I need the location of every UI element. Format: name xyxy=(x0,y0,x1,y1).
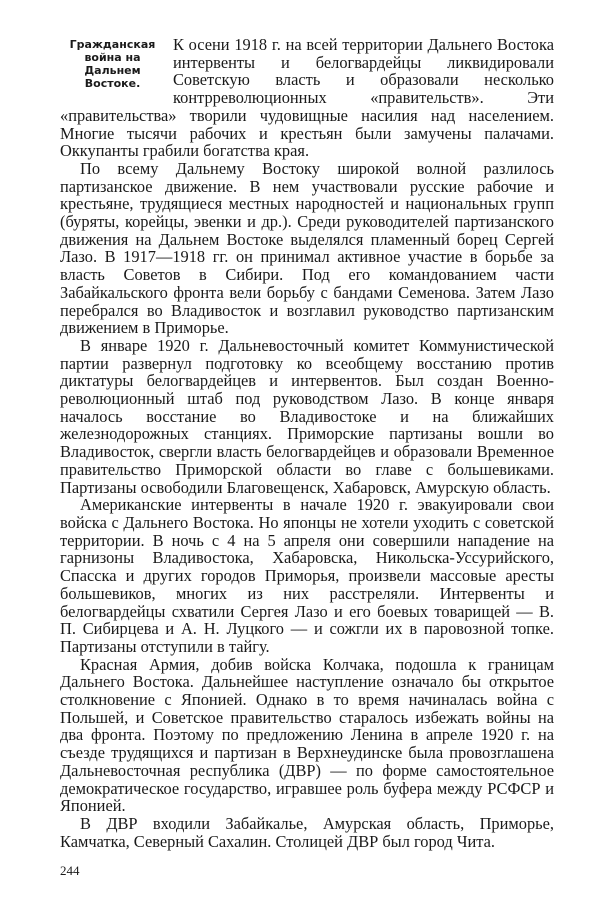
paragraph-2: По всему Дальнему Востоку широкой волной разлилось партизанское движение. В нем участвовали русские рабочие и крестьяне, трудящиеся местных народностей и национальных групп (буряты, корейцы, эвенки и др.). Среди руководителей партизанского движения на Дальнем Востоке выделялся пламенный борец Сергей Лазо. В 1917—1918 гг. он принимал активное участие в борьбе за власть Советов в Сибири. Под его командованием части Забайкальского фронта вели борьбу с бандами Семенова. Затем Лазо перебрался во Владивосток и возглавил руководство партизанским движением в Приморье. xyxy=(60,158,554,338)
page-number: 244 xyxy=(60,863,80,878)
side-heading: Гражданская война на Дальнем Востоке. xyxy=(69,38,156,90)
paragraph-5: Красная Армия, добив войска Колчака, подошла к границам Дальнего Востока. Дальнейшее наступление означало бы открытое столкновение с Японией. Однако в то время начиналась война с Польшей, и Советское правительство старалось избежать войны на два фронта. Поэтому по предложению Ленина в апреле 1920 г. на съезде трудящихся и партизан в Верхнеудинске была провозглашена Дальневосточная республика (ДВР) — по форме самостоятельное демократическое государство, игравшее роль буфера между РСФСР и Японией. xyxy=(60,654,554,816)
paragraph-6: В ДВР входили Забайкалье, Амурская область, Приморье, Камчатка, Северный Сахалин. Столицей ДВР был город Чита. xyxy=(60,813,554,851)
paragraph-1: К осени 1918 г. на всей территории Дальнего Востока интервенты и белогвардейцы ликвидировали Советскую власть и образовали несколько контрреволюционных «правительств». Эти «правительства» творили чудовищные насилия над населением. Многие тысячи рабочих и крестьян были замучены палачами. Оккупанты грабили богатства края. xyxy=(60,35,554,161)
paragraph-4: Американские интервенты в начале 1920 г. эвакуировали свои войска с Дальнего Востока. Но японцы не хотели уходить с советской территории. В ночь с 4 на 5 апреля они совершили нападение на гарнизоны Владивостока, Хабаровска, Никольска-Уссурийского, Спасска и других городов Приморья, произвели массовые аресты большевиков, многих из них расстреляли. Интервенты и белогвардейцы схватили Сергея Лазо и его боевых товарищей — В. П. Сибирцева и А. Н. Луцкого — и сожгли их в паровозной топке. Партизаны отступили в тайгу. xyxy=(60,495,554,656)
paragraph-3: В январе 1920 г. Дальневосточный комитет Коммунистической партии развернул подготовку ко всеобщему восстанию против диктатуры белогвардейцев и интервентов. Был создан Военно-революционный штаб под руководством Лазо. В конце января началось восстание во Владивостоке и на ближайших железнодорожных станциях. Приморские партизаны вошли во Владивосток, свергли власть белогвардейцев и образовали Временное правительство Приморской области во главе с большевиками. Партизаны освободили Благовещенск, Хабаровск, Амурскую область. xyxy=(60,335,554,497)
page-body xyxy=(60,36,554,850)
